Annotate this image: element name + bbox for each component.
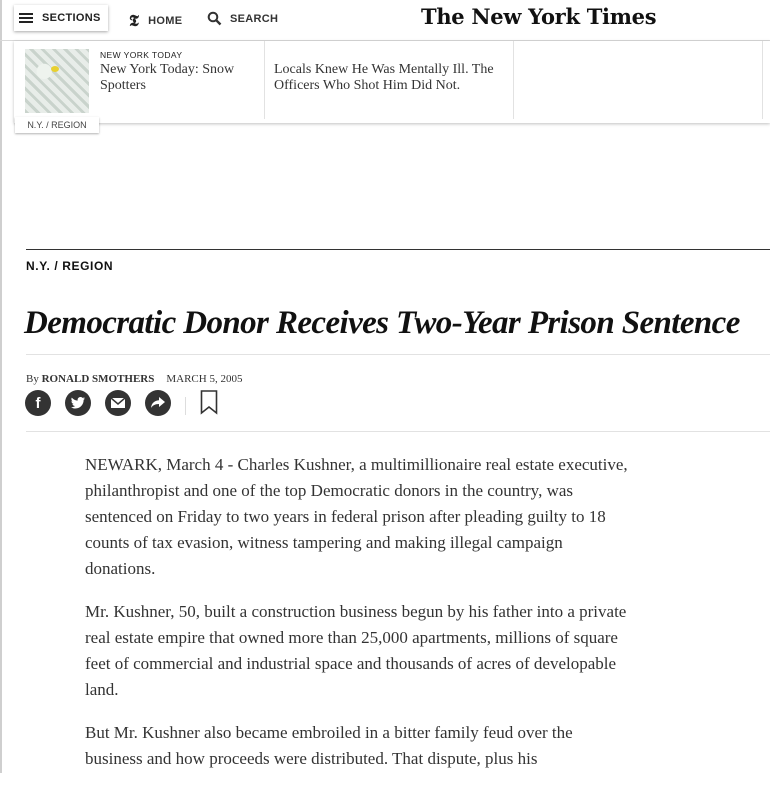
masthead-logo[interactable]: The New York Times xyxy=(421,4,657,29)
ribbon-kicker: NEW YORK TODAY xyxy=(100,50,183,60)
author-link[interactable]: RONALD SMOTHERS xyxy=(41,373,155,385)
email-icon xyxy=(111,398,125,408)
ribbon-headline[interactable]: Locals Knew He Was Mentally Ill. The Officers Who Shot Him Did Not. xyxy=(274,62,494,93)
publish-date: MARCH 5, 2005 xyxy=(166,373,243,385)
facebook-share-button[interactable] xyxy=(25,390,51,416)
save-bookmark-button[interactable] xyxy=(200,390,218,420)
headline-divider xyxy=(26,354,770,355)
ribbon-headline[interactable]: New York Today: Snow Spotters xyxy=(100,62,235,93)
story-thumbnail xyxy=(25,49,89,113)
sections-button[interactable] xyxy=(14,5,108,31)
nyt-t-logo-icon: 𝕿 xyxy=(129,11,140,30)
left-border xyxy=(0,0,2,773)
story-ribbon xyxy=(14,41,770,123)
article-section-link[interactable]: N.Y. / REGION xyxy=(26,259,114,273)
ribbon-story[interactable] xyxy=(14,41,265,119)
article-headline: Democratic Donor Receives Two-Year Prison Sentence xyxy=(24,305,740,341)
email-share-button[interactable] xyxy=(105,390,131,416)
ribbon-story[interactable] xyxy=(264,41,514,119)
section-divider xyxy=(26,249,770,250)
article-paragraph: Mr. Kushner, 50, built a construction business begun by his father into a private real estate empire that owned more than 25,000 apartments, millions of square feet of commercial and industrial space and thousands of acres of developable land. xyxy=(85,602,627,699)
byline xyxy=(26,373,242,385)
twitter-share-button[interactable] xyxy=(65,390,91,416)
byline-prefix: By xyxy=(26,373,39,385)
search-icon xyxy=(207,11,222,26)
more-share-button[interactable] xyxy=(145,390,171,416)
search-label: SEARCH xyxy=(230,12,279,25)
ribbon-story-empty xyxy=(513,41,763,119)
top-header xyxy=(0,0,770,41)
share-icon xyxy=(151,397,165,409)
article-paragraph: But Mr. Kushner also became embroiled in a bitter family feud over the business and how proceeds were distributed. That dispute, plus his xyxy=(85,723,573,768)
home-label: HOME xyxy=(148,15,183,27)
article-paragraph: NEWARK, March 4 - Charles Kushner, a multimillionaire real estate executive, philanthropist and one of the top Democratic donors in the country, was sentenced on Friday to two years in federal prison after pleading guilty to 18 counts of tax evasion, witness tampering and making illegal campaign donations. xyxy=(85,455,628,578)
share-separator xyxy=(185,397,186,415)
article-body xyxy=(85,452,630,789)
home-button[interactable] xyxy=(129,11,182,31)
twitter-icon xyxy=(71,397,85,409)
bookmark-icon xyxy=(200,390,218,415)
facebook-icon: f xyxy=(35,394,41,412)
ribbon-section-tab[interactable]: N.Y. / REGION xyxy=(15,117,99,133)
search-button[interactable] xyxy=(207,11,278,26)
hamburger-icon xyxy=(19,13,33,23)
byline-divider xyxy=(26,431,770,432)
sections-label: SECTIONS xyxy=(42,12,101,24)
